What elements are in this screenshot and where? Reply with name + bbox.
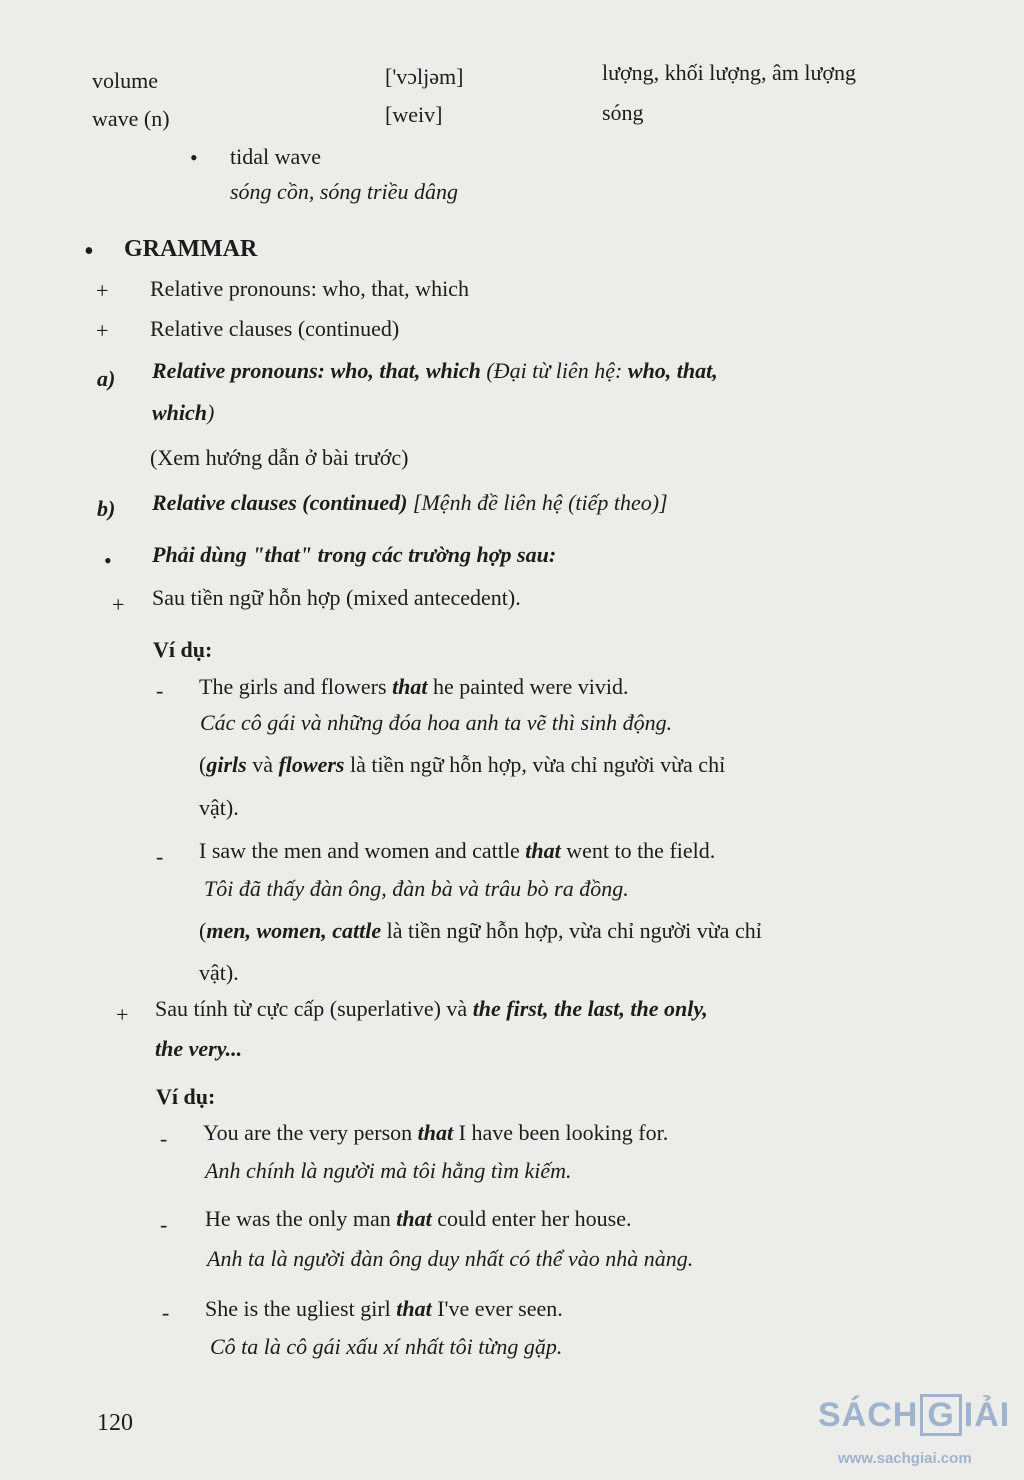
example-text: went to the field. bbox=[560, 838, 716, 863]
note-text: và bbox=[246, 752, 279, 777]
section-a-title bbox=[152, 358, 718, 383]
example-translation: Tôi đã thấy đàn ông, đàn bà và trâu bò ra đồng. bbox=[204, 876, 629, 901]
watermark-left: SÁCH bbox=[818, 1396, 919, 1434]
bullet-icon: • bbox=[190, 145, 198, 170]
vocab-word: volume bbox=[92, 68, 158, 93]
example-translation: Anh chính là người mà tôi hằng tìm kiếm. bbox=[205, 1158, 572, 1183]
vocab-ipa: ['vɔljəm] bbox=[385, 64, 464, 89]
grammar-item: Relative pronouns: who, that, which bbox=[150, 276, 469, 301]
section-a-title-line2 bbox=[152, 400, 214, 425]
example-sentence bbox=[203, 1120, 668, 1145]
section-b-title-vi: [Mệnh đề liên hệ (tiếp theo)] bbox=[407, 490, 668, 515]
example-translation: Các cô gái và những đóa hoa anh ta vẽ thì sinh động. bbox=[200, 710, 673, 735]
example-translation: Cô ta là cô gái xấu xí nhất tôi từng gặp. bbox=[210, 1334, 563, 1359]
tidal-wave-term: tidal wave bbox=[230, 144, 322, 169]
example-that: that bbox=[396, 1296, 432, 1321]
example-label: Ví dụ: bbox=[156, 1084, 216, 1109]
plus-icon: + bbox=[96, 278, 109, 303]
example-translation: Anh ta là người đàn ông duy nhất có thể vào nhà nàng. bbox=[207, 1246, 694, 1271]
section-a-title-bold: who, that, bbox=[627, 358, 718, 383]
example-that: that bbox=[392, 674, 428, 699]
section-a-title-en: Relative pronouns: who, that, which bbox=[152, 358, 481, 383]
example-text: She is the ugliest girl bbox=[205, 1296, 397, 1321]
case2-intro-line2: the very... bbox=[155, 1036, 243, 1061]
dash-icon: - bbox=[156, 844, 164, 869]
watermark-right: IẢI bbox=[963, 1396, 1011, 1434]
example-text: I saw the men and women and cattle bbox=[199, 838, 526, 863]
example-text: could enter her house. bbox=[431, 1206, 632, 1231]
note-bold: girls bbox=[206, 752, 247, 777]
tidal-wave-meaning: sóng cồn, sóng triều dâng bbox=[230, 179, 458, 204]
watermark-url: www.sachgiai.com bbox=[838, 1450, 972, 1467]
dash-icon: - bbox=[160, 1126, 168, 1151]
example-sentence bbox=[199, 674, 629, 699]
plus-icon: + bbox=[116, 1002, 129, 1027]
example-that: that bbox=[396, 1206, 432, 1231]
plus-icon: + bbox=[112, 592, 125, 617]
vocab-meaning: sóng bbox=[602, 100, 644, 125]
example-that: that bbox=[525, 838, 561, 863]
dash-icon: - bbox=[162, 1300, 170, 1325]
example-text: He was the only man bbox=[205, 1206, 397, 1231]
section-a-label: a) bbox=[97, 366, 116, 391]
grammar-item: Relative clauses (continued) bbox=[150, 316, 400, 341]
grammar-heading: GRAMMAR bbox=[124, 236, 258, 262]
section-a-close: ) bbox=[207, 400, 215, 425]
example-text: he painted were vivid. bbox=[427, 674, 629, 699]
example-note-line2: vật). bbox=[199, 960, 239, 985]
note-text: là tiền ngữ hỗn hợp, vừa chỉ người vừa chỉ bbox=[344, 752, 726, 777]
note-text: ( bbox=[199, 752, 207, 777]
dash-icon: - bbox=[160, 1212, 168, 1237]
plus-icon: + bbox=[96, 318, 109, 343]
watermark-logo bbox=[818, 1394, 1010, 1436]
example-label: Ví dụ: bbox=[153, 637, 213, 662]
watermark-box: G bbox=[920, 1394, 961, 1436]
example-note bbox=[199, 918, 762, 943]
example-text: The girls and flowers bbox=[199, 674, 393, 699]
vocab-meaning: lượng, khối lượng, âm lượng bbox=[602, 60, 856, 85]
case2-intro-bold: the first, the last, the only, bbox=[472, 996, 708, 1021]
example-sentence bbox=[205, 1296, 563, 1321]
note-text: ( bbox=[199, 918, 207, 943]
example-text: You are the very person bbox=[203, 1120, 418, 1145]
example-text: I have been looking for. bbox=[453, 1120, 669, 1145]
note-bold: men, women, cattle bbox=[206, 918, 382, 943]
vocab-word: wave (n) bbox=[92, 106, 170, 131]
example-sentence bbox=[199, 838, 715, 863]
case1-intro: Sau tiền ngữ hỗn hợp (mixed antecedent). bbox=[152, 585, 521, 610]
section-b-title-en: Relative clauses (continued) bbox=[152, 490, 408, 515]
dash-icon: - bbox=[156, 678, 164, 703]
bullet-icon: • bbox=[84, 236, 94, 267]
section-b-label: b) bbox=[97, 496, 116, 521]
case2-intro bbox=[155, 996, 708, 1021]
bullet-icon: • bbox=[104, 548, 112, 573]
case2-intro-text: Sau tính từ cực cấp (superlative) và bbox=[155, 996, 473, 1021]
section-a-title-vi: (Đại từ liên hệ: bbox=[480, 358, 628, 383]
note-bold: flowers bbox=[278, 752, 345, 777]
example-text: I've ever seen. bbox=[431, 1296, 563, 1321]
note-text: là tiền ngữ hỗn hợp, vừa chỉ người vừa chỉ bbox=[381, 918, 762, 943]
section-a-note: (Xem hướng dẫn ở bài trước) bbox=[150, 445, 409, 470]
example-sentence bbox=[205, 1206, 631, 1231]
section-b-title bbox=[152, 490, 668, 515]
vocab-ipa: [weiv] bbox=[385, 102, 443, 127]
example-note bbox=[199, 752, 725, 777]
rule-heading: Phải dùng "that" trong các trường hợp sau: bbox=[152, 542, 557, 567]
example-note-line2: vật). bbox=[199, 795, 239, 820]
page-number: 120 bbox=[97, 1410, 133, 1436]
section-a-title-which: which bbox=[152, 400, 208, 425]
example-that: that bbox=[417, 1120, 454, 1145]
